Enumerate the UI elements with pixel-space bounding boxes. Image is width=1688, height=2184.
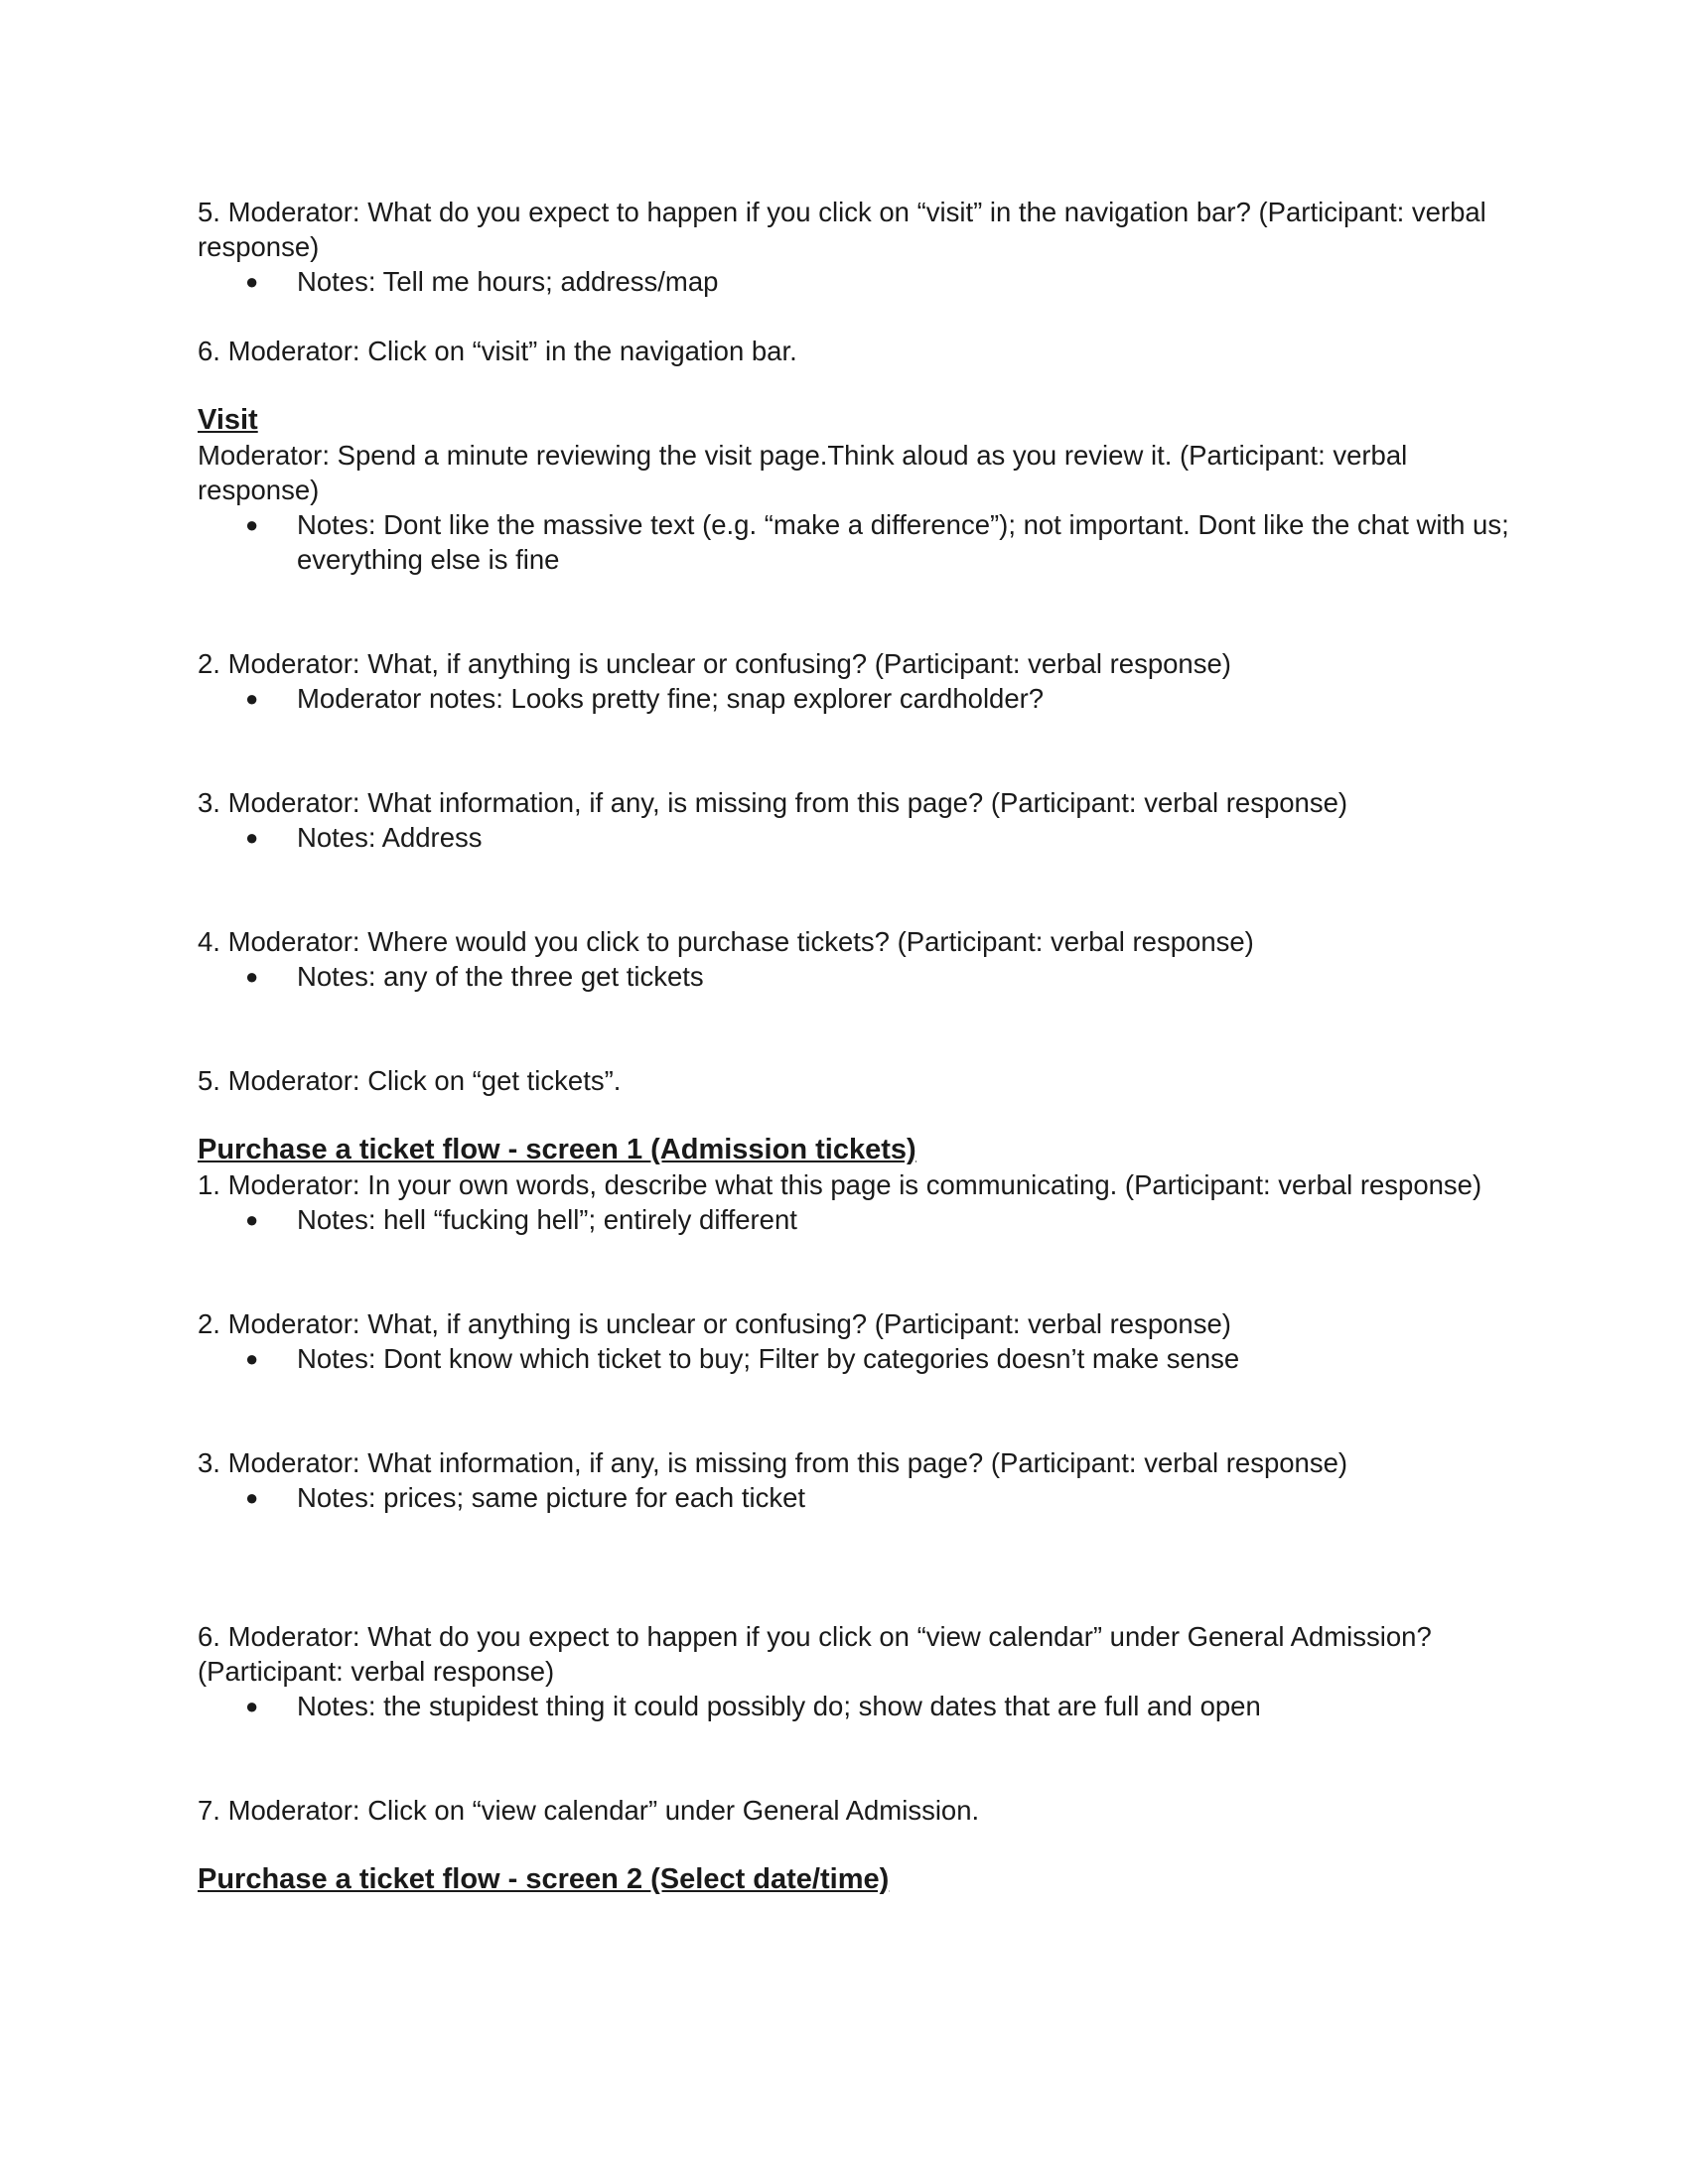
bullet-icon: ● bbox=[245, 825, 259, 850]
note-item: ● Moderator notes: Looks pretty fine; snap explorer cardholder? bbox=[245, 683, 1045, 714]
bullet-icon: ● bbox=[245, 686, 259, 711]
notes-list bbox=[198, 820, 1528, 855]
visit-question-2: 2. Moderator: What, if anything is unclear or confusing? (Participant: verbal response) bbox=[198, 648, 1231, 679]
note-item: ● Notes: Tell me hours; address/map bbox=[245, 266, 719, 297]
note-item: ● Notes: Address bbox=[245, 822, 483, 853]
visit-review-question: Moderator: Spend a minute reviewing the visit page.Think aloud as you review it. (Participant: verbal response) bbox=[198, 440, 1408, 505]
note-item: ● Notes: prices; same picture for each ticket bbox=[245, 1482, 806, 1513]
notes-list bbox=[198, 1202, 1528, 1237]
notes-list bbox=[198, 507, 1528, 577]
note-item: ● Notes: Dont know which ticket to buy; Filter by categories doesn’t make sense bbox=[245, 1343, 1240, 1374]
section-heading-screen-1: Purchase a ticket flow - screen 1 (Admission tickets) bbox=[198, 1134, 916, 1165]
bullet-icon: ● bbox=[245, 1485, 259, 1510]
note-item: ● Notes: Dont like the massive text (e.g. “make a difference”); not important. Dont like the chat with us; everything else is fine bbox=[245, 509, 1509, 575]
question-5-expect-visit: 5. Moderator: What do you expect to happen if you click on “visit” in the navigation bar? (Participant: verbal response) bbox=[198, 197, 1486, 262]
notes-list bbox=[198, 1480, 1528, 1515]
screen1-question-6: 6. Moderator: What do you expect to happen if you click on “view calendar” under General Admission? (Participant: verbal response) bbox=[198, 1621, 1432, 1687]
bullet-icon: ● bbox=[245, 1694, 259, 1718]
notes-list bbox=[198, 681, 1528, 716]
visit-question-4: 4. Moderator: Where would you click to purchase tickets? (Participant: verbal response) bbox=[198, 926, 1254, 957]
document-page bbox=[198, 195, 1528, 1897]
screen1-question-3: 3. Moderator: What information, if any, is missing from this page? (Participant: verbal response) bbox=[198, 1447, 1348, 1478]
screen1-question-7: 7. Moderator: Click on “view calendar” under General Admission. bbox=[198, 1795, 980, 1826]
visit-question-5: 5. Moderator: Click on “get tickets”. bbox=[198, 1065, 622, 1096]
bullet-icon: ● bbox=[245, 964, 259, 989]
notes-list bbox=[198, 1341, 1528, 1376]
section-heading-screen-2: Purchase a ticket flow - screen 2 (Select date/time) bbox=[198, 1863, 890, 1895]
question-6-click-visit: 6. Moderator: Click on “visit” in the navigation bar. bbox=[198, 336, 797, 366]
notes-list bbox=[198, 1689, 1528, 1723]
bullet-icon: ● bbox=[245, 512, 259, 537]
bullet-icon: ● bbox=[245, 1346, 259, 1371]
screen1-question-2: 2. Moderator: What, if anything is unclear or confusing? (Participant: verbal response) bbox=[198, 1308, 1231, 1339]
bullet-icon: ● bbox=[245, 1207, 259, 1232]
note-item: ● Notes: hell “fucking hell”; entirely different bbox=[245, 1204, 797, 1235]
visit-question-3: 3. Moderator: What information, if any, is missing from this page? (Participant: verbal response) bbox=[198, 787, 1348, 818]
note-item: ● Notes: any of the three get tickets bbox=[245, 961, 704, 992]
section-heading-visit: Visit bbox=[198, 404, 258, 436]
notes-list bbox=[198, 264, 1528, 299]
bullet-icon: ● bbox=[245, 269, 259, 294]
note-item: ● Notes: the stupidest thing it could possibly do; show dates that are full and open bbox=[245, 1691, 1261, 1721]
screen1-question-1: 1. Moderator: In your own words, describe what this page is communicating. (Participant: verbal response) bbox=[198, 1169, 1482, 1200]
notes-list bbox=[198, 959, 1528, 994]
